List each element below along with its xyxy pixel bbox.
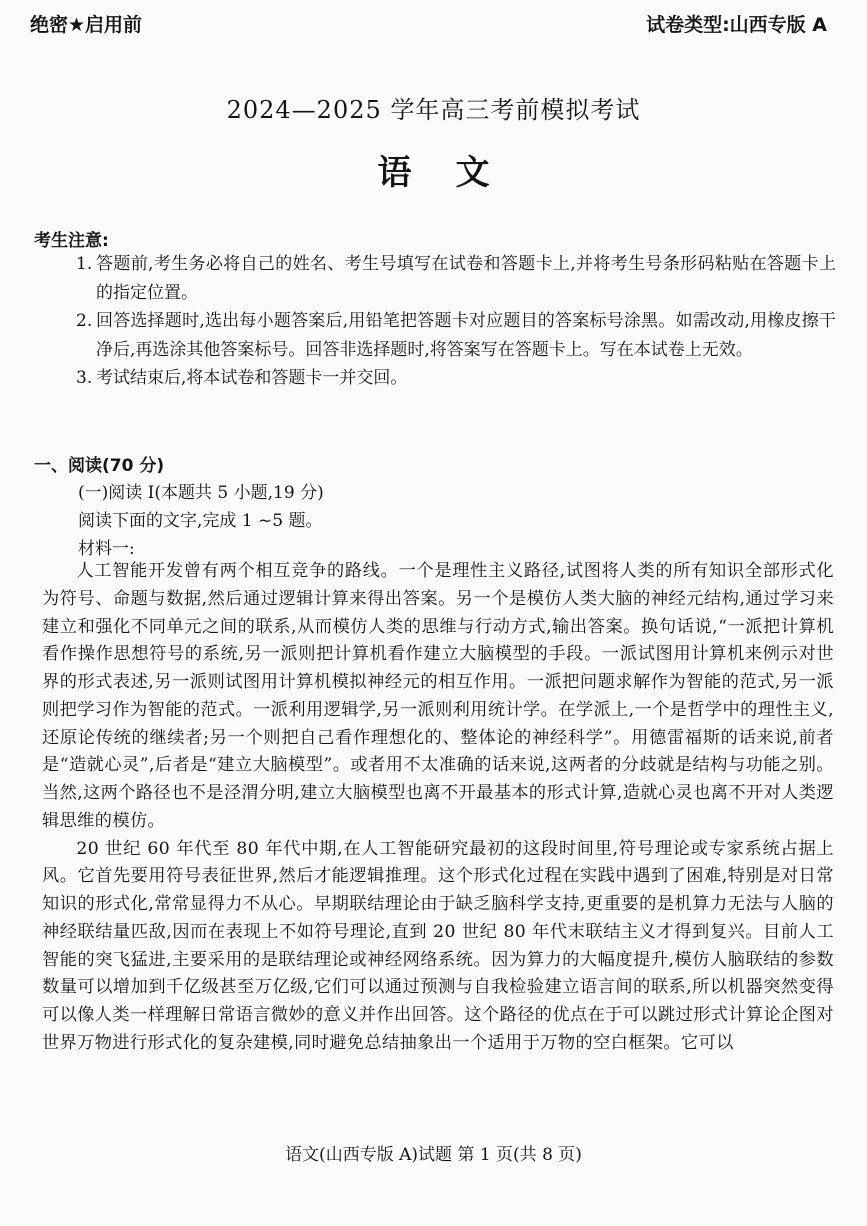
page-footer: 语文(山西专版 A)试题 第 1 页(共 8 页) [285,1145,582,1165]
part-heading: (一)阅读 I(本题共 5 小题,19 分) [78,483,324,503]
notice-item-text: 答题前,考生务必将自己的姓名、考生号填写在试卷和答题卡上,并将考生号条形码粘贴在答题卡上的指定位置。 [96,254,836,303]
paper-type-label: 试卷类型:山西专版 A [646,14,827,36]
notice-item-text: 回答选择题时,选出每小题答案后,用铅笔把答题卡对应题目的答案标号涂黑。如需改动,用橡皮擦干净后,再选涂其他答案标号。回答非选择题时,将答案写在答题卡上。写在本试卷上无效。 [96,311,836,360]
passage-paragraph: 20 世纪 60 年代至 80 年代中期,在人工智能研究最初的这段时间里,符号理论或专家系统占据上风。它首先要用符号表征世界,然后才能逻辑推理。这个形式化过程在实践中遇到了困难,特别是对日常知识的形式化,常常显得力不从心。早期联结理论由于缺乏脑科学支持,更重要的是机算力无法与人脑的神经联结量匹敌,因而在表现上不如符号理论,直到 20 世纪 80 年代末联结主义才得到复兴。目前人工智能的突飞猛进,主要采用的是联结理论或神经网络系统。因为算力的大幅度提升,模仿人脑联结的参数数量可以增加到千亿级甚至万亿级,它们可以通过预测与自我检验建立语言间的联系,所以机器突然变得可以像人类一样理解日常语言微妙的意义并作出回答。这个路径的优点在于可以跳过形式计算论企图对世界万物进行形式化的复杂建模,同时避免总结抽象出一个适用于万物的空白框架。它可以 [42,838,834,1053]
subject-title: 语文 [377,153,534,193]
confidential-label: 绝密★启用前 [30,14,143,36]
reading-instruction: 阅读下面的文字,完成 1 ~5 题。 [78,511,323,531]
notice-list [76,250,836,393]
notice-item [76,364,836,393]
notice-item [76,250,836,307]
notice-item [76,307,836,364]
material-label: 材料一: [78,539,135,559]
reading-passage [42,558,834,1058]
notice-item-text: 考试结束后,将本试卷和答题卡一并交回。 [96,368,408,388]
notice-item-number: 2. [76,311,93,331]
notice-heading: 考生注意: [34,231,109,251]
section-heading: 一、阅读(70 分) [34,456,165,476]
exam-title: 2024—2025 学年高三考前模拟考试 [226,96,641,124]
passage-paragraph: 人工智能开发曾有两个相互竞争的路线。一个是理性主义路径,试图将人类的所有知识全部形式化为符号、命题与数据,然后通过逻辑计算来得出答案。另一个是模仿人类大脑的神经元结构,通过学习来建立和强化不同单元之间的联系,从而模仿人类的思维与行动方式,输出答案。换句话说,“一派把计算机看作操作思想符号的系统,另一派则把计算机看作建立大脑模型的手段。一派试图用计算机来例示对世界的形式表述,另一派则试图用计算机模拟神经元的相互作用。一派把问题求解作为智能的范式,另一派则把学习作为智能的范式。一派利用逻辑学,另一派则利用统计学。在学派上,一个是哲学中的理性主义,还原论传统的继续者;另一个则把自己看作理想化的、整体论的神经科学”。用德雷福斯的话来说,前者是“造就心灵”,后者是“建立大脑模型”。或者用不太准确的话来说,这两者的分歧就是结构与功能之别。当然,这两个路径也不是泾渭分明,建立大脑模型也离不开最基本的形式计算,造就心灵也离不开对人类逻辑思维的模仿。 [42,561,834,831]
notice-item-number: 3. [76,368,93,388]
notice-item-number: 1. [76,254,93,274]
